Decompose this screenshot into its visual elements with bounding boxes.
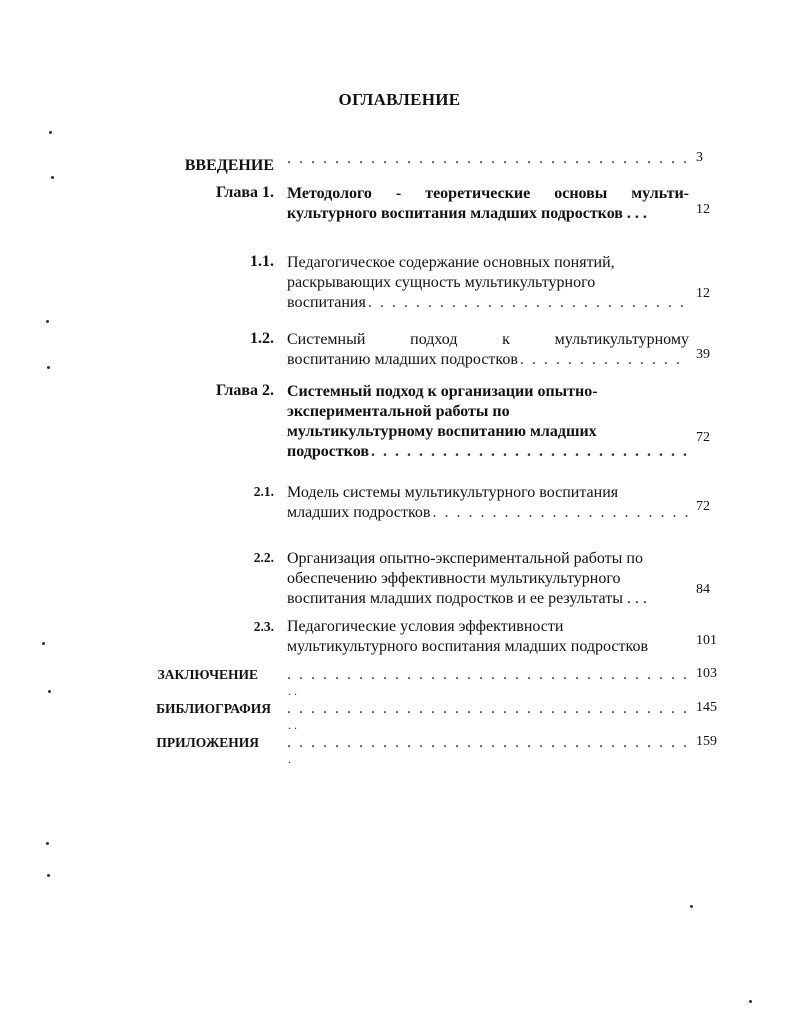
scan-speck [49, 131, 52, 134]
dot-leader [287, 666, 689, 684]
toc-entry-section-2-2 [287, 549, 689, 609]
scan-speck [51, 176, 54, 179]
scan-speck [46, 842, 49, 845]
scan-speck [48, 690, 51, 693]
toc-label-section-2-3: 2.3. [253, 619, 274, 634]
toc-entry-chapter-2 [287, 382, 689, 462]
stray-dots: . [288, 752, 291, 766]
toc-label-appendices: ПРИЛОЖЕНИЯ [156, 735, 259, 750]
toc-entry-section-2-1 [287, 483, 689, 523]
toc-entry-chapter-1 [287, 184, 689, 224]
toc-entry-section-1-2 [287, 330, 689, 370]
toc-entry-line: младших подростков . . . [287, 503, 689, 523]
toc-label-chapter-1: Глава 1. [216, 184, 274, 201]
toc-entry-line: воспитанию младших подростков . . . [287, 350, 689, 370]
toc-label-chapter-2: Глава 2. [216, 382, 274, 399]
scan-speck [47, 366, 50, 369]
toc-entry-line: Педагогические условия эффективности [287, 618, 564, 635]
scan-speck [47, 874, 50, 877]
toc-page-chapter-2: 72 [696, 430, 710, 445]
toc-label-section-1-1: 1.1. [250, 253, 274, 270]
toc-entry-line: Организация опытно-экспериментальной работы по [287, 550, 643, 567]
toc-entry-line: воспитания младших подростков и ее результаты . . . [287, 590, 647, 607]
page-title: ОГЛАВЛЕНИЕ [338, 90, 461, 109]
toc-page-section-1-2: 39 [696, 347, 710, 362]
toc-label-section-2-2: 2.2. [253, 550, 274, 565]
dot-leader [287, 150, 689, 168]
toc-entry-line: мультикультурному воспитанию младших [287, 423, 597, 440]
toc-entry-line: Методолого - теоретические основы мульти- [287, 185, 689, 202]
toc-entry-line: культурного воспитания младших подростков . . . [287, 205, 647, 222]
toc-entry-line: экспериментальной работы по [287, 403, 510, 420]
stray-dots: . . [288, 684, 297, 698]
scan-speck [42, 642, 45, 645]
toc-entry-line: Модель системы мультикультурного воспитания [287, 484, 619, 501]
toc-page-bibliography: 145 [696, 700, 717, 715]
toc-page-section-2-3: 101 [696, 633, 717, 648]
toc-label-conclusion: ЗАКЛЮЧЕНИЕ [157, 667, 258, 682]
toc-entry-line: Системный подход к организации опытно- [287, 383, 598, 400]
toc-entry-line: раскрывающих сущность мультикультурного [287, 274, 596, 291]
toc-page-introduction: 3 [696, 150, 703, 165]
toc-entry-line: воспитания . . . [287, 293, 689, 313]
toc-page-section-2-2: 84 [696, 582, 710, 597]
toc-label-introduction: ВВЕДЕНИЕ [184, 157, 274, 174]
toc-entry-section-1-1 [287, 253, 689, 313]
scan-speck [46, 320, 49, 323]
dot-leader [287, 734, 689, 752]
toc-page-appendices: 159 [696, 734, 717, 749]
stray-dots: . . [288, 718, 297, 732]
toc-entry-line: мультикультурного воспитания младших подростков [287, 638, 648, 655]
toc-page-section-1-1: 12 [696, 286, 710, 301]
toc-page-section-2-1: 72 [696, 499, 710, 514]
toc-label-section-1-2: 1.2. [250, 330, 274, 347]
toc-entry-line: подростков . . . [287, 442, 689, 462]
toc-entry-line: обеспечению эффективности мультикультурного [287, 570, 621, 587]
scan-speck [690, 905, 693, 908]
toc-label-section-2-1: 2.1. [253, 484, 274, 499]
toc-entry-line: Системный подход к мультикультурному [287, 331, 689, 348]
toc-entry-line: Педагогическое содержание основных понятий, [287, 254, 615, 271]
dot-leader [287, 700, 689, 718]
toc-page-chapter-1: 12 [696, 202, 710, 217]
toc-label-bibliography: БИБЛИОГРАФИЯ [156, 701, 271, 716]
toc-entry-section-2-3 [287, 617, 689, 657]
toc-page-conclusion: 103 [696, 666, 717, 681]
scan-speck [749, 1000, 752, 1003]
